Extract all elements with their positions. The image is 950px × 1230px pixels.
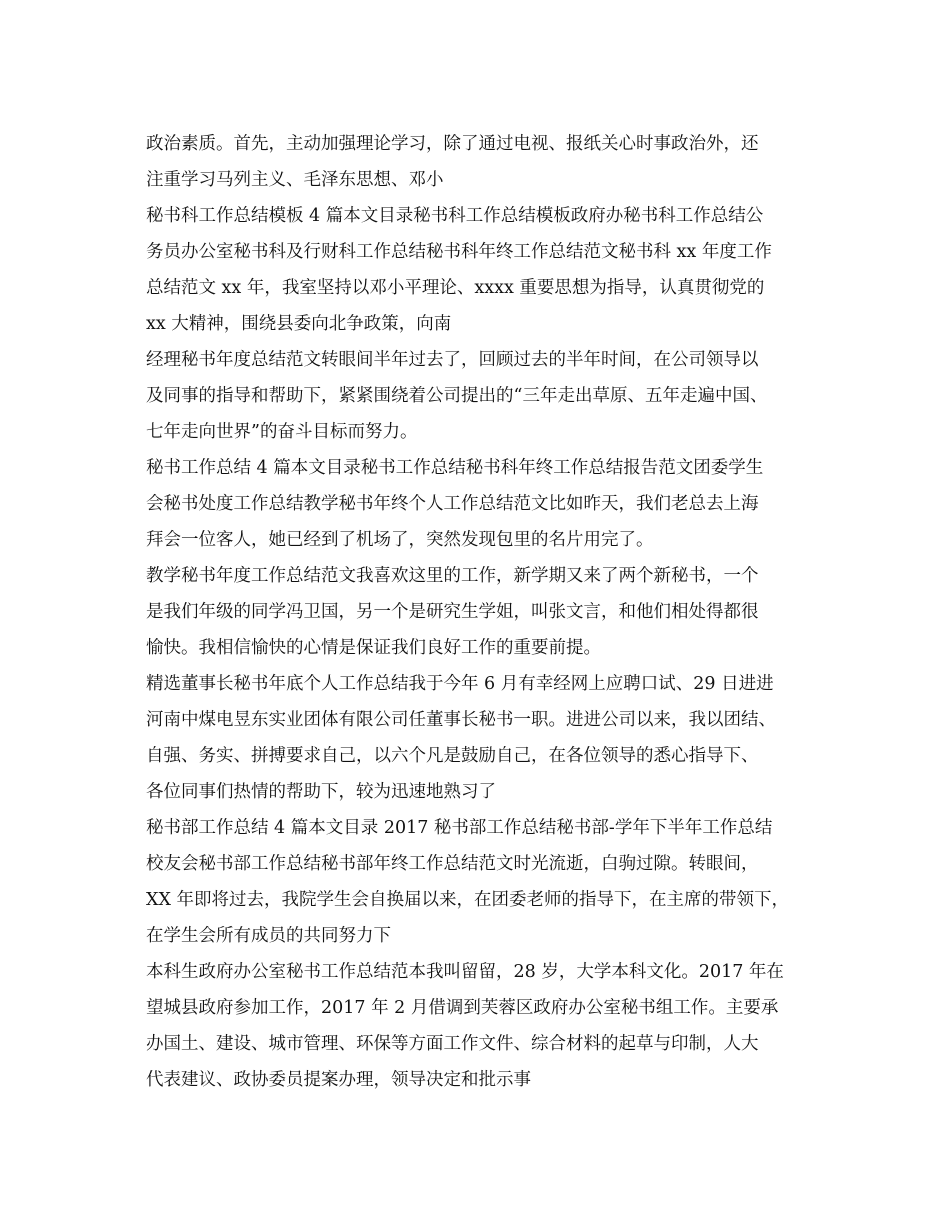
text-line: 会秘书处度工作总结教学秘书年终个人工作总结范文比如昨天，我们老总去上海 [146, 494, 759, 514]
text-line: 七年走向世界”的奋斗目标而努力。 [146, 422, 418, 442]
text-line: xx 大精神，围绕县委向北争政策，向南 [146, 314, 452, 334]
text-line: 办国土、建设、城市管理、环保等方面工作文件、综合材料的起草与印制，人大 [146, 1034, 759, 1054]
text-line: 拜会一位客人，她已经到了机场了，突然发现包里的名片用完了。 [146, 530, 654, 550]
text-line: 及同事的指导和帮助下，紧紧围绕着公司提出的“三年走出草原、五年走遍中国、 [146, 386, 768, 406]
text-line: 自强、务实、拼搏要求自己，以六个凡是鼓励自己，在各位领导的悉心指导下、 [146, 746, 759, 766]
text-line: 河南中煤电昱东实业团体有限公司任董事长秘书一职。进进公司以来，我以团结、 [146, 710, 776, 730]
text-line: 秘书部工作总结 4 篇本文目录 2017 秘书部工作总结秘书部-学年下半年工作总结 [146, 818, 773, 838]
text-line: 秘书科工作总结模板 4 篇本文目录秘书科工作总结模板政府办秘书科工作总结公 [146, 206, 764, 226]
text-line: 教学秘书年度工作总结范文我喜欢这里的工作，新学期又来了两个新秘书，一个 [146, 566, 759, 586]
text-line: 望城县政府参加工作，2017 年 2 月借调到芙蓉区政府办公室秘书组工作。主要承 [146, 998, 779, 1018]
document-body [146, 126, 812, 1098]
text-line: 愉快。我相信愉快的心情是保证我们良好工作的重要前提。 [146, 638, 601, 658]
text-line: 经理秘书年度总结范文转眼间半年过去了，回顾过去的半年时间，在公司领导以 [146, 350, 759, 370]
text-line: 代表建议、政协委员提案办理，领导决定和批示事 [146, 1070, 531, 1090]
text-line: 校友会秘书部工作总结秘书部年终工作总结范文时光流逝，白驹过隙。转眼间， [146, 854, 759, 874]
text-line: 注重学习马列主义、毛泽东思想、邓小 [146, 170, 444, 190]
text-line: 在学生会所有成员的共同努力下 [146, 926, 391, 946]
text-line: XX 年即将过去，我院学生会自换届以来，在团委老师的指导下，在主席的带领下， [146, 890, 789, 910]
text-line: 是我们年级的同学冯卫国，另一个是研究生学姐，叫张文言，和他们相处得都很 [146, 602, 759, 622]
text-line: 本科生政府办公室秘书工作总结范本我叫留留，28 岁，大学本科文化。2017 年在 [146, 962, 784, 982]
text-line: 务员办公室秘书科及行财科工作总结秘书科年终工作总结范文秘书科 xx 年度工作 [146, 242, 772, 262]
text-line: 总结范文 xx 年，我室坚持以邓小平理论、xxxx 重要思想为指导，认真贯彻党的 [146, 278, 765, 298]
text-line: 各位同事们热情的帮助下，较为迅速地熟习了 [146, 782, 496, 802]
text-line: 秘书工作总结 4 篇本文目录秘书工作总结秘书科年终工作总结报告范文团委学生 [146, 458, 764, 478]
text-line: 精选董事长秘书年底个人工作总结我于今年 6 月有幸经网上应聘口试、29 日进进 [146, 674, 774, 694]
text-line: 政治素质。首先，主动加强理论学习，除了通过电视、报纸关心时事政治外，还 [146, 134, 759, 154]
